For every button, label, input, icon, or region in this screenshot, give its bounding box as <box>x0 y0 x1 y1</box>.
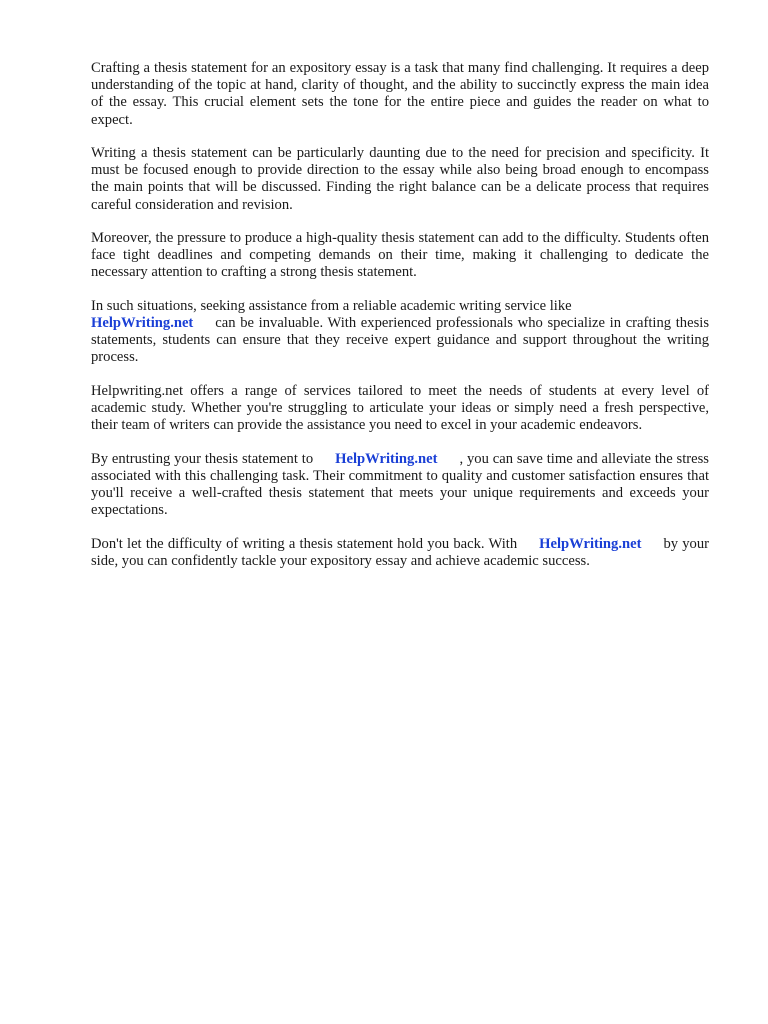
paragraph-closing-text-before: Don't let the difficulty of writing a thesis statement hold you back. With <box>91 535 518 552</box>
paragraph-difficulty: Writing a thesis statement can be particularly daunting due to the need for precision and specificity. It must be focused enough to provide direction to the essay while also being broad enough to encompass the main points that will be discussed. Finding the right balance can be a delicate process that requires careful consideration and revision. <box>91 145 709 213</box>
helpwriting-link-1[interactable]: HelpWriting.net <box>91 315 194 331</box>
paragraph-pressure: Moreover, the pressure to produce a high-quality thesis statement can add to the difficulty. Students often face tight deadlines and competing demands on their time, making it challenging to dedicate the necessary attention to crafting a strong thesis statement. <box>91 230 709 281</box>
paragraph-closing-text-after: by your side, you can confidently tackle your expository essay and achieve academic success. <box>91 535 709 569</box>
paragraph-closing <box>91 536 709 570</box>
paragraph-assistance-text-after: can be invaluable. With experienced professionals who specialize in crafting thesis statements, students can ensure that they receive expert guidance and support throughout the writing process. <box>91 315 709 366</box>
paragraph-entrusting-text-before: By entrusting your thesis statement to <box>91 450 314 467</box>
helpwriting-link-2[interactable]: HelpWriting.net <box>335 450 438 467</box>
document-page <box>91 60 709 586</box>
paragraph-assistance <box>91 298 709 367</box>
paragraph-services: Helpwriting.net offers a range of services tailored to meet the needs of students at every level of academic study. Whether you're struggling to articulate your ideas or simply need a fresh perspective, their team of writers can provide the assistance you need to excel in your academic endeavors. <box>91 382 709 434</box>
paragraph-entrusting <box>91 451 709 520</box>
paragraph-assistance-text-before: In such situations, seeking assistance from a reliable academic writing service like <box>91 297 572 314</box>
paragraph-intro: Crafting a thesis statement for an expository essay is a task that many find challenging. It requires a deep understanding of the topic at hand, clarity of thought, and the ability to succinctly express the main idea of the essay. This crucial element sets the tone for the entire piece and guides the reader on what to expect. <box>91 60 709 128</box>
helpwriting-link-3[interactable]: HelpWriting.net <box>539 535 642 552</box>
paragraph-entrusting-text-after: , you can save time and alleviate the stress associated with this challenging task. Their commitment to quality and customer satisfaction ensures that you'll receive a well-crafted thesis statement that meets your unique requirements and exceeds your expectations. <box>91 450 709 519</box>
